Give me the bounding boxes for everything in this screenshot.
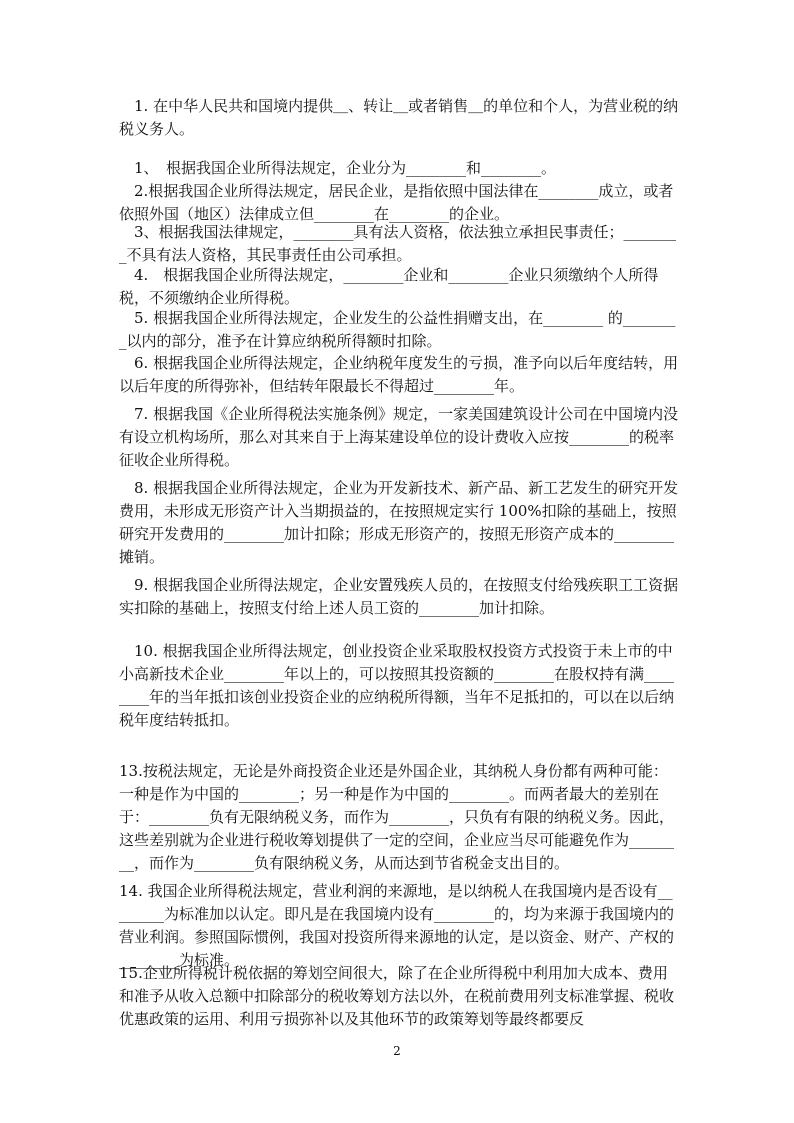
question-5-donation: 5. 根据我国企业所得法规定，企业发生的公益性捐赠支出，在________ 的________以内的部分，准予在计算应纳税所得额时扣除。 [119,309,676,350]
question-7-design-fee: 7. 根据我国《企业所得税法实施条例》规定，一家美国建筑设计公司在中国境内没有设立机构场所，那么对其来自于上海某建设单位的设计费收入应按________的税率征收企业所得税。 [119,405,679,469]
question-10-venture: 10. 根据我国企业所得法规定，创业投资企业采取股权投资方式投资于未上市的中小高新技术企业________年以上的，可以按照其投资额的________在股权持有满________年的当年抵扣该创业投资企业的应纳税所得额，当年不足抵扣的，可以在以后纳税年度结转抵扣。 [119,642,675,729]
question-13-residency: 13.按税法规定，无论是外商投资企业还是外国企业，其纳税人身份都有两种可能：一种是作为中国的________；另一种是作为中国的________。而两者最大的差别在于：________负有无限纳税义务，而作为________，只负有有限的纳税义务。因此，这些差别就为企业进行税收筹划提供了一定的空间，企业应当尽可能避免作为________，而作为________负有限纳税义务，从而达到节省税金支出目的。 [119,762,675,872]
question-1-enterprise-types: 1、 根据我国企业所得法规定，企业分为________和________。 [119,159,557,177]
question-4-personal-tax: 4. 根据我国企业所得法规定，________企业和________企业只须缴纳个人所得税，不须缴纳企业所得税。 [119,266,659,307]
question-15-tax-base: 15.企业所得税计税依据的筹划空间很大，除了在企业所得税中利用加大成本、费用和准予从收入总额中扣除部分的税收筹划方法以外，在税前费用列支标准掌握、税收优惠政策的运用、利用亏损弥补以及其他环节的政策筹划等最终都要反 [119,964,675,1028]
question-14-source: 14. 我国企业所得税法规定，营业利润的来源地，是以纳税人在我国境内是否设有________为标准加以认定。即凡是在我国境内设有________的，均为来源于我国境内的营业利润。参照国际惯例，我国对投资所得来源地的认定，是以资金、财产、产权的________为标准。 [119,882,675,969]
question-3-legal-person: 3、根据我国法律规定，________具有法人资格，依法独立承担民事责任；________不具有法人资格，其民事责任由公司承担。 [119,223,677,264]
question-9-disabled: 9. 根据我国企业所得法规定，企业安置残疾人员的，在按照支付给残疾职工工资据实扣除的基础上，按照支付给上述人员工资的________加计扣除。 [119,576,679,617]
question-8-rnd: 8. 根据我国企业所得法规定，企业为开发新技术、新产品、新工艺发生的研究开发费用，未形成无形资产计入当期损益的，在按照规定实行 100%扣除的基础上，按照研究开发费用的________加计扣除；形成无形资产的，按照无形资产成本的________摊销。 [119,479,679,566]
question-2-resident: 2.根据我国企业所得法规定，居民企业，是指依照中国法律在________成立，或者依照外国（地区）法律成立但________在________的企业。 [119,182,674,223]
page-number: 2 [393,1044,401,1058]
question-6-loss-carry: 6. 根据我国企业所得法规定，企业纳税年度发生的亏损，准予向以后年度结转，用以后年度的所得弥补，但结转年限最长不得超过________年。 [119,354,679,395]
question-business-tax: 1. 在中华人民共和国境内提供＿、转让＿或者销售＿的单位和个人，为营业税的纳税义务人。 [119,97,679,138]
